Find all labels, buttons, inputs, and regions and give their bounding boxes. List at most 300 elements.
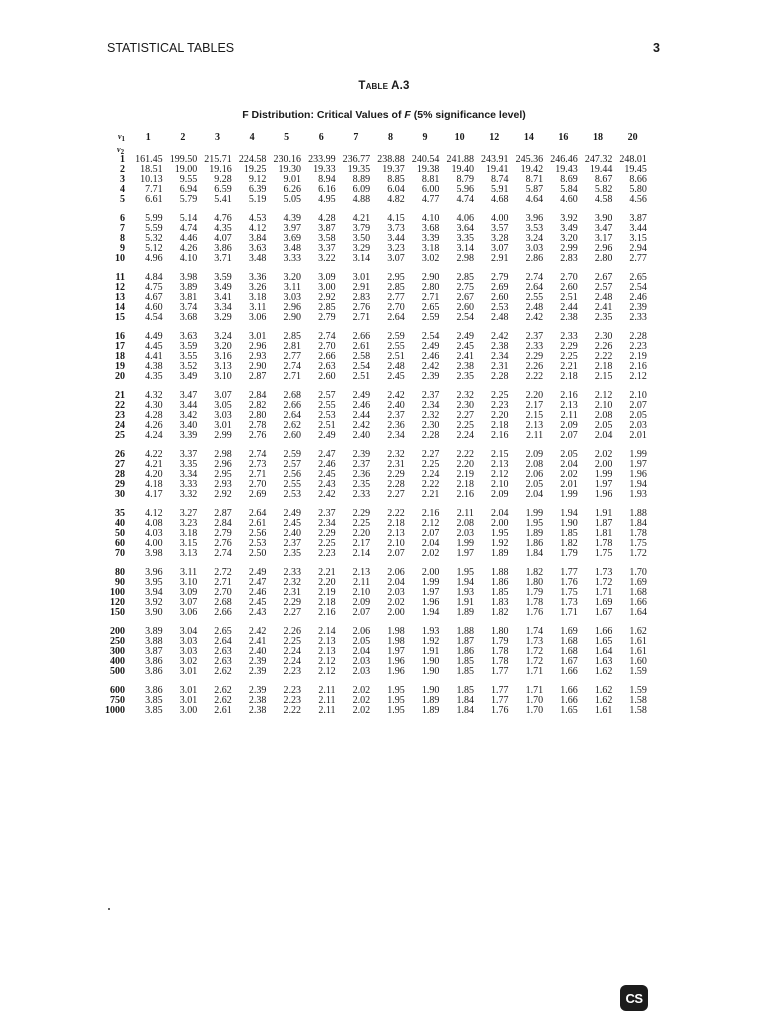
table-cell: 6.94 — [179, 184, 198, 195]
table-cell: 2.48 — [525, 302, 544, 313]
table-cell: 2.13 — [352, 567, 371, 578]
table-cell: 241.88 — [446, 154, 474, 165]
row-df-label: 23 — [115, 410, 125, 421]
table-cell: 3.71 — [214, 253, 232, 264]
table-cell: 2.25 — [456, 420, 474, 431]
table-cell: 1.94 — [421, 607, 440, 618]
row-df-label: 25 — [115, 430, 125, 441]
table-cell: 2.74 — [214, 548, 232, 559]
table-cell: 1.97 — [456, 548, 474, 559]
table-cell: 1.73 — [525, 636, 544, 647]
table-cell: 1.82 — [491, 607, 509, 618]
table-cell: 3.95 — [145, 577, 163, 588]
nu2-subscript: 2 — [120, 148, 125, 156]
row-df-label: 27 — [115, 459, 125, 470]
table-cell: 1.65 — [594, 636, 613, 647]
table-cell: 2.42 — [387, 390, 405, 401]
table-cell: 8.94 — [318, 174, 336, 185]
table-cell: 2.13 — [525, 420, 544, 431]
row-df-label: 21 — [115, 390, 125, 401]
table-cell: 3.23 — [179, 518, 198, 529]
table-cell: 2.95 — [214, 469, 232, 480]
table-cell: 2.25 — [318, 538, 336, 549]
table-cell: 2.61 — [352, 341, 371, 352]
table-cell: 2.59 — [387, 331, 405, 342]
table-cell: 2.60 — [491, 292, 509, 303]
column-header: 8 — [387, 132, 393, 143]
table-cell: 2.37 — [283, 538, 301, 549]
table-cell: 1.85 — [491, 587, 509, 598]
table-cell: 5.12 — [145, 243, 163, 254]
table-cell: 2.80 — [248, 410, 267, 421]
table-cell: 2.39 — [629, 302, 647, 313]
table-cell: 2.07 — [629, 400, 647, 411]
row-df-label: 100 — [110, 587, 125, 598]
table-cell: 1.60 — [629, 656, 647, 667]
table-cell: 1.64 — [629, 607, 647, 618]
table-cell: 3.07 — [179, 597, 198, 608]
table-cell: 1.93 — [421, 626, 440, 637]
table-cell: 2.31 — [387, 459, 405, 470]
table-cell: 3.01 — [214, 420, 232, 431]
table-cell: 4.28 — [145, 410, 163, 421]
table-cell: 2.03 — [456, 528, 474, 539]
table-cell: 2.02 — [352, 685, 371, 696]
table-cell: 2.67 — [594, 272, 613, 283]
table-cell: 3.26 — [248, 282, 267, 293]
table-cell: 1.89 — [491, 548, 509, 559]
table-cell: 4.53 — [248, 213, 267, 224]
table-cell: 1.72 — [594, 577, 613, 588]
table-cell: 2.40 — [387, 400, 405, 411]
table-cell: 2.71 — [248, 469, 267, 480]
table-cell: 3.92 — [560, 213, 578, 224]
table-cell: 2.37 — [318, 508, 336, 519]
column-header: 14 — [523, 132, 534, 143]
table-cell: 2.96 — [594, 243, 613, 254]
table-cell: 3.47 — [594, 223, 613, 234]
table-cell: 3.98 — [145, 548, 163, 559]
column-header: 7 — [353, 132, 359, 143]
table-cell: 1.95 — [387, 695, 405, 706]
table-cell: 2.61 — [248, 518, 267, 529]
table-cell: 2.29 — [560, 341, 578, 352]
table-cell: 2.41 — [248, 636, 267, 647]
table-cell: 2.79 — [491, 272, 509, 283]
table-cell: 1.84 — [456, 705, 474, 716]
table-cell: 3.79 — [352, 223, 371, 234]
row-df-label: 300 — [110, 646, 125, 657]
table-cell: 2.06 — [525, 469, 544, 480]
table-cell: 2.85 — [456, 272, 474, 283]
table-cell: 6.16 — [318, 184, 336, 195]
table-cell: 2.04 — [594, 430, 613, 441]
table-cell: 19.37 — [382, 164, 405, 175]
table-cell: 3.58 — [318, 233, 336, 244]
table-cell: 4.00 — [145, 538, 163, 549]
table-cell: 4.60 — [145, 302, 163, 313]
table-cell: 4.20 — [145, 469, 163, 480]
table-cell: 2.12 — [318, 656, 336, 667]
table-cell: 8.85 — [387, 174, 405, 185]
table-cell: 3.02 — [421, 253, 440, 264]
table-cell: 3.68 — [421, 223, 440, 234]
table-cell: 1.91 — [594, 508, 613, 519]
table-cell: 2.29 — [352, 508, 371, 519]
table-cell: 3.07 — [214, 390, 232, 401]
table-cell: 1.88 — [456, 626, 474, 637]
table-cell: 2.95 — [387, 272, 405, 283]
table-cell: 4.22 — [145, 449, 163, 460]
table-cell: 3.44 — [179, 400, 198, 411]
table-cell: 2.20 — [525, 390, 544, 401]
table-cell: 5.19 — [248, 194, 267, 205]
table-cell: 2.36 — [387, 420, 405, 431]
table-cell: 3.50 — [352, 233, 371, 244]
table-cell: 2.33 — [352, 489, 371, 500]
table-cell: 3.03 — [214, 410, 232, 421]
table-cell: 3.41 — [214, 292, 232, 303]
table-cell: 2.22 — [387, 508, 405, 519]
table-cell: 3.73 — [387, 223, 405, 234]
table-cell: 3.90 — [145, 607, 163, 618]
table-cell: 4.26 — [145, 420, 163, 431]
table-cell: 2.23 — [283, 666, 301, 677]
table-cell: 4.30 — [145, 400, 163, 411]
table-cell: 2.02 — [387, 597, 405, 608]
table-cell: 2.43 — [248, 607, 267, 618]
table-cell: 2.42 — [491, 331, 509, 342]
table-cell: 2.11 — [525, 430, 544, 441]
table-cell: 2.73 — [248, 459, 267, 470]
table-cell: 3.89 — [145, 626, 163, 637]
table-cell: 19.38 — [416, 164, 440, 175]
table-cell: 3.87 — [145, 646, 163, 657]
table-cell: 245.36 — [515, 154, 544, 165]
table-cell: 1.66 — [560, 666, 578, 677]
table-cell: 4.12 — [145, 508, 163, 519]
table-cell: 2.85 — [318, 302, 336, 313]
row-df-label: 600 — [110, 685, 125, 696]
table-cell: 3.37 — [318, 243, 336, 254]
table-row — [104, 706, 647, 716]
table-cell: 6.00 — [421, 184, 440, 195]
table-cell: 2.00 — [594, 459, 613, 470]
table-cell: 3.11 — [180, 567, 198, 578]
table-cell: 19.40 — [451, 164, 474, 175]
table-cell: 5.91 — [491, 184, 509, 195]
table-cell: 248.01 — [619, 154, 647, 165]
table-cell: 3.49 — [179, 371, 198, 382]
table-cell: 1.94 — [629, 479, 647, 490]
table-cell: 5.96 — [456, 184, 474, 195]
table-cell: 2.27 — [421, 449, 440, 460]
table-cell: 2.42 — [525, 312, 544, 323]
table-cell: 2.26 — [525, 361, 544, 372]
table-cell: 2.44 — [560, 302, 578, 313]
table-cell: 10.13 — [140, 174, 163, 185]
row-df-label: 15 — [115, 312, 125, 323]
table-cell: 2.49 — [283, 508, 301, 519]
table-cell: 2.39 — [248, 685, 267, 696]
table-row — [104, 195, 647, 205]
column-header: 3 — [214, 132, 220, 143]
table-cell: 2.64 — [525, 282, 544, 293]
table-cell: 6.26 — [283, 184, 301, 195]
table-cell: 3.98 — [179, 272, 198, 283]
table-cell: 2.18 — [318, 597, 336, 608]
table-cell: 2.07 — [421, 528, 440, 539]
table-cell: 2.31 — [283, 587, 301, 598]
table-cell: 2.46 — [318, 459, 336, 470]
table-cell: 2.09 — [560, 420, 578, 431]
table-cell: 2.10 — [387, 538, 405, 549]
row-df-label: 30 — [115, 489, 125, 500]
table-cell: 1.85 — [456, 685, 474, 696]
row-df-label: 29 — [115, 479, 125, 490]
table-cell: 2.45 — [456, 341, 474, 352]
page-number: 3 — [653, 41, 660, 55]
table-cell: 2.04 — [560, 459, 578, 470]
table-cell: 2.55 — [387, 341, 405, 352]
table-cell: 1.62 — [594, 695, 613, 706]
table-cell: 2.55 — [283, 479, 301, 490]
table-cell: 2.76 — [248, 430, 267, 441]
table-cell: 4.39 — [283, 213, 301, 224]
table-cell: 3.03 — [525, 243, 544, 254]
table-cell: 2.10 — [352, 587, 371, 598]
table-cell: 7.71 — [145, 184, 163, 195]
table-cell: 4.46 — [179, 233, 198, 244]
table-cell: 1.83 — [491, 597, 509, 608]
table-row — [104, 608, 647, 618]
table-cell: 3.64 — [456, 223, 474, 234]
table-cell: 240.54 — [411, 154, 440, 165]
table-cell: 3.47 — [179, 390, 198, 401]
table-cell: 3.11 — [283, 282, 301, 293]
row-df-label: 40 — [115, 518, 125, 529]
table-cell: 1.95 — [525, 518, 544, 529]
table-cell: 3.69 — [283, 233, 301, 244]
column-header: 9 — [422, 132, 428, 143]
table-cell: 4.03 — [145, 528, 163, 539]
table-cell: 2.50 — [248, 548, 267, 559]
column-header: 18 — [593, 132, 604, 143]
table-cell: 2.15 — [525, 410, 544, 421]
table-cell: 3.10 — [214, 371, 232, 382]
row-df-label: 28 — [115, 469, 125, 480]
caption-prefix: F Distribution: Critical Values of — [242, 109, 405, 121]
row-df-label: 10 — [115, 253, 125, 264]
table-cell: 1.67 — [560, 656, 578, 667]
table-cell: 2.07 — [560, 430, 578, 441]
table-cell: 3.49 — [214, 282, 232, 293]
table-cell: 1.99 — [560, 489, 578, 500]
row-df-label: 4 — [120, 184, 125, 195]
table-cell: 2.46 — [629, 292, 647, 303]
column-header: 1 — [145, 132, 151, 143]
table-cell: 2.16 — [421, 508, 440, 519]
table-cell: 2.40 — [352, 430, 371, 441]
table-cell: 19.44 — [589, 164, 613, 175]
row-df-label: 18 — [115, 351, 125, 362]
table-cell: 4.77 — [421, 194, 440, 205]
table-cell: 2.00 — [421, 567, 440, 578]
table-cell: 2.34 — [387, 430, 405, 441]
table-cell: 2.60 — [560, 282, 578, 293]
table-cell: 2.02 — [352, 695, 371, 706]
table-cell: 2.57 — [283, 459, 301, 470]
table-cell: 1.99 — [594, 469, 613, 480]
table-cell: 8.67 — [594, 174, 613, 185]
table-cell: 2.74 — [318, 331, 336, 342]
table-cell: 3.37 — [179, 449, 198, 460]
table-cell: 2.22 — [594, 351, 613, 362]
table-cell: 3.01 — [248, 331, 267, 342]
table-cell: 4.07 — [214, 233, 232, 244]
table-cell: 2.55 — [318, 400, 336, 411]
table-cell: 6.59 — [214, 184, 232, 195]
table-cell: 1.76 — [491, 705, 509, 716]
table-cell: 2.20 — [318, 577, 336, 588]
table-cell: 2.11 — [456, 508, 474, 519]
table-cell: 3.09 — [179, 587, 198, 598]
nu1-symbol: ν — [117, 132, 122, 141]
table-cell: 2.04 — [525, 489, 544, 500]
table-cell: 2.57 — [318, 390, 336, 401]
table-cell: 1.73 — [594, 567, 613, 578]
table-cell: 2.14 — [352, 548, 371, 559]
table-cell: 2.12 — [629, 371, 647, 382]
table-cell: 2.28 — [491, 371, 509, 382]
table-cell: 3.07 — [491, 243, 509, 254]
table-cell: 3.39 — [421, 233, 440, 244]
table-row — [104, 549, 647, 559]
table-row — [104, 490, 647, 500]
table-cell: 3.90 — [594, 213, 613, 224]
table-cell: 3.18 — [421, 243, 440, 254]
table-cell: 3.33 — [283, 253, 301, 264]
table-cell: 1.99 — [456, 538, 474, 549]
table-cell: 2.53 — [491, 302, 509, 313]
table-cell: 2.78 — [248, 420, 267, 431]
column-header: 6 — [318, 132, 324, 143]
table-cell: 1.69 — [560, 626, 578, 637]
table-cell: 2.77 — [387, 292, 405, 303]
table-cell: 1.71 — [525, 666, 544, 677]
table-cell: 1.80 — [525, 577, 544, 588]
table-cell: 1.97 — [594, 479, 613, 490]
table-cell: 1.99 — [525, 508, 544, 519]
table-cell: 3.07 — [387, 253, 405, 264]
table-cell: 2.12 — [491, 469, 509, 480]
table-cell: 2.12 — [594, 390, 613, 401]
table-cell: 5.05 — [283, 194, 301, 205]
table-cell: 2.13 — [387, 528, 405, 539]
table-row — [104, 313, 647, 323]
table-cell: 2.22 — [456, 449, 474, 460]
table-cell: 2.75 — [456, 282, 474, 293]
table-cell: 4.88 — [352, 194, 371, 205]
table-cell: 19.30 — [278, 164, 301, 175]
table-cell: 2.03 — [629, 420, 647, 431]
table-row — [104, 372, 647, 382]
table-cell: 2.34 — [421, 400, 440, 411]
table-cell: 2.20 — [456, 459, 474, 470]
table-cell: 2.10 — [594, 400, 613, 411]
table-cell: 1.90 — [421, 666, 440, 677]
row-df-label: 1000 — [105, 705, 125, 716]
table-cell: 3.57 — [491, 223, 509, 234]
table-cell: 1.93 — [456, 587, 474, 598]
table-cell: 4.68 — [491, 194, 509, 205]
table-cell: 2.29 — [525, 351, 544, 362]
table-cell: 1.81 — [594, 528, 613, 539]
row-df-label: 9 — [120, 243, 125, 254]
table-cell: 2.21 — [421, 489, 440, 500]
table-cell: 2.92 — [214, 489, 232, 500]
table-cell: 2.64 — [283, 410, 301, 421]
table-cell: 3.01 — [179, 666, 198, 677]
table-cell: 2.32 — [456, 390, 474, 401]
column-header: 16 — [558, 132, 569, 143]
table-cell: 3.44 — [629, 223, 647, 234]
table-cell: 3.49 — [560, 223, 578, 234]
table-cell: 2.35 — [594, 312, 613, 323]
table-cell: 2.71 — [214, 577, 232, 588]
table-cell: 3.01 — [352, 272, 371, 283]
table-cell: 2.24 — [421, 469, 440, 480]
table-cell: 2.11 — [318, 705, 336, 716]
table-cell: 1.62 — [594, 685, 613, 696]
table-cell: 3.52 — [179, 361, 198, 372]
row-df-label: 200 — [110, 626, 125, 637]
table-cell: 3.32 — [179, 489, 198, 500]
table-cell: 238.88 — [377, 154, 405, 165]
table-cell: 8.69 — [560, 174, 578, 185]
row-df-label: 16 — [115, 331, 125, 342]
table-cell: 1.95 — [387, 685, 405, 696]
table-cell: 2.51 — [352, 371, 371, 382]
table-cell: 2.45 — [318, 469, 336, 480]
table-cell: 2.29 — [318, 528, 336, 539]
table-cell: 2.70 — [387, 302, 405, 313]
table-cell: 2.53 — [318, 410, 336, 421]
table-cell: 1.79 — [560, 548, 578, 559]
table-cell: 2.54 — [629, 282, 647, 293]
table-cell: 2.22 — [525, 371, 544, 382]
table-cell: 3.15 — [629, 233, 647, 244]
table-cell: 2.06 — [387, 567, 405, 578]
table-cell: 2.38 — [248, 705, 267, 716]
table-cell: 2.05 — [629, 410, 647, 421]
table-cell: 6.04 — [387, 184, 405, 195]
table-cell: 1.64 — [594, 646, 613, 657]
table-cell: 1.71 — [594, 587, 613, 598]
table-cell: 4.54 — [145, 312, 163, 323]
table-cell: 9.55 — [179, 174, 198, 185]
table-cell: 1.75 — [560, 587, 578, 598]
table-cell: 2.64 — [214, 636, 232, 647]
table-cell: 3.94 — [145, 587, 163, 598]
table-cell: 2.28 — [421, 430, 440, 441]
table-cell: 2.67 — [456, 292, 474, 303]
table-cell: 2.11 — [353, 577, 371, 588]
table-cell: 5.99 — [145, 213, 163, 224]
table-cell: 2.28 — [387, 479, 405, 490]
table-cell: 2.62 — [283, 420, 301, 431]
table-cell: 1.90 — [421, 656, 440, 667]
